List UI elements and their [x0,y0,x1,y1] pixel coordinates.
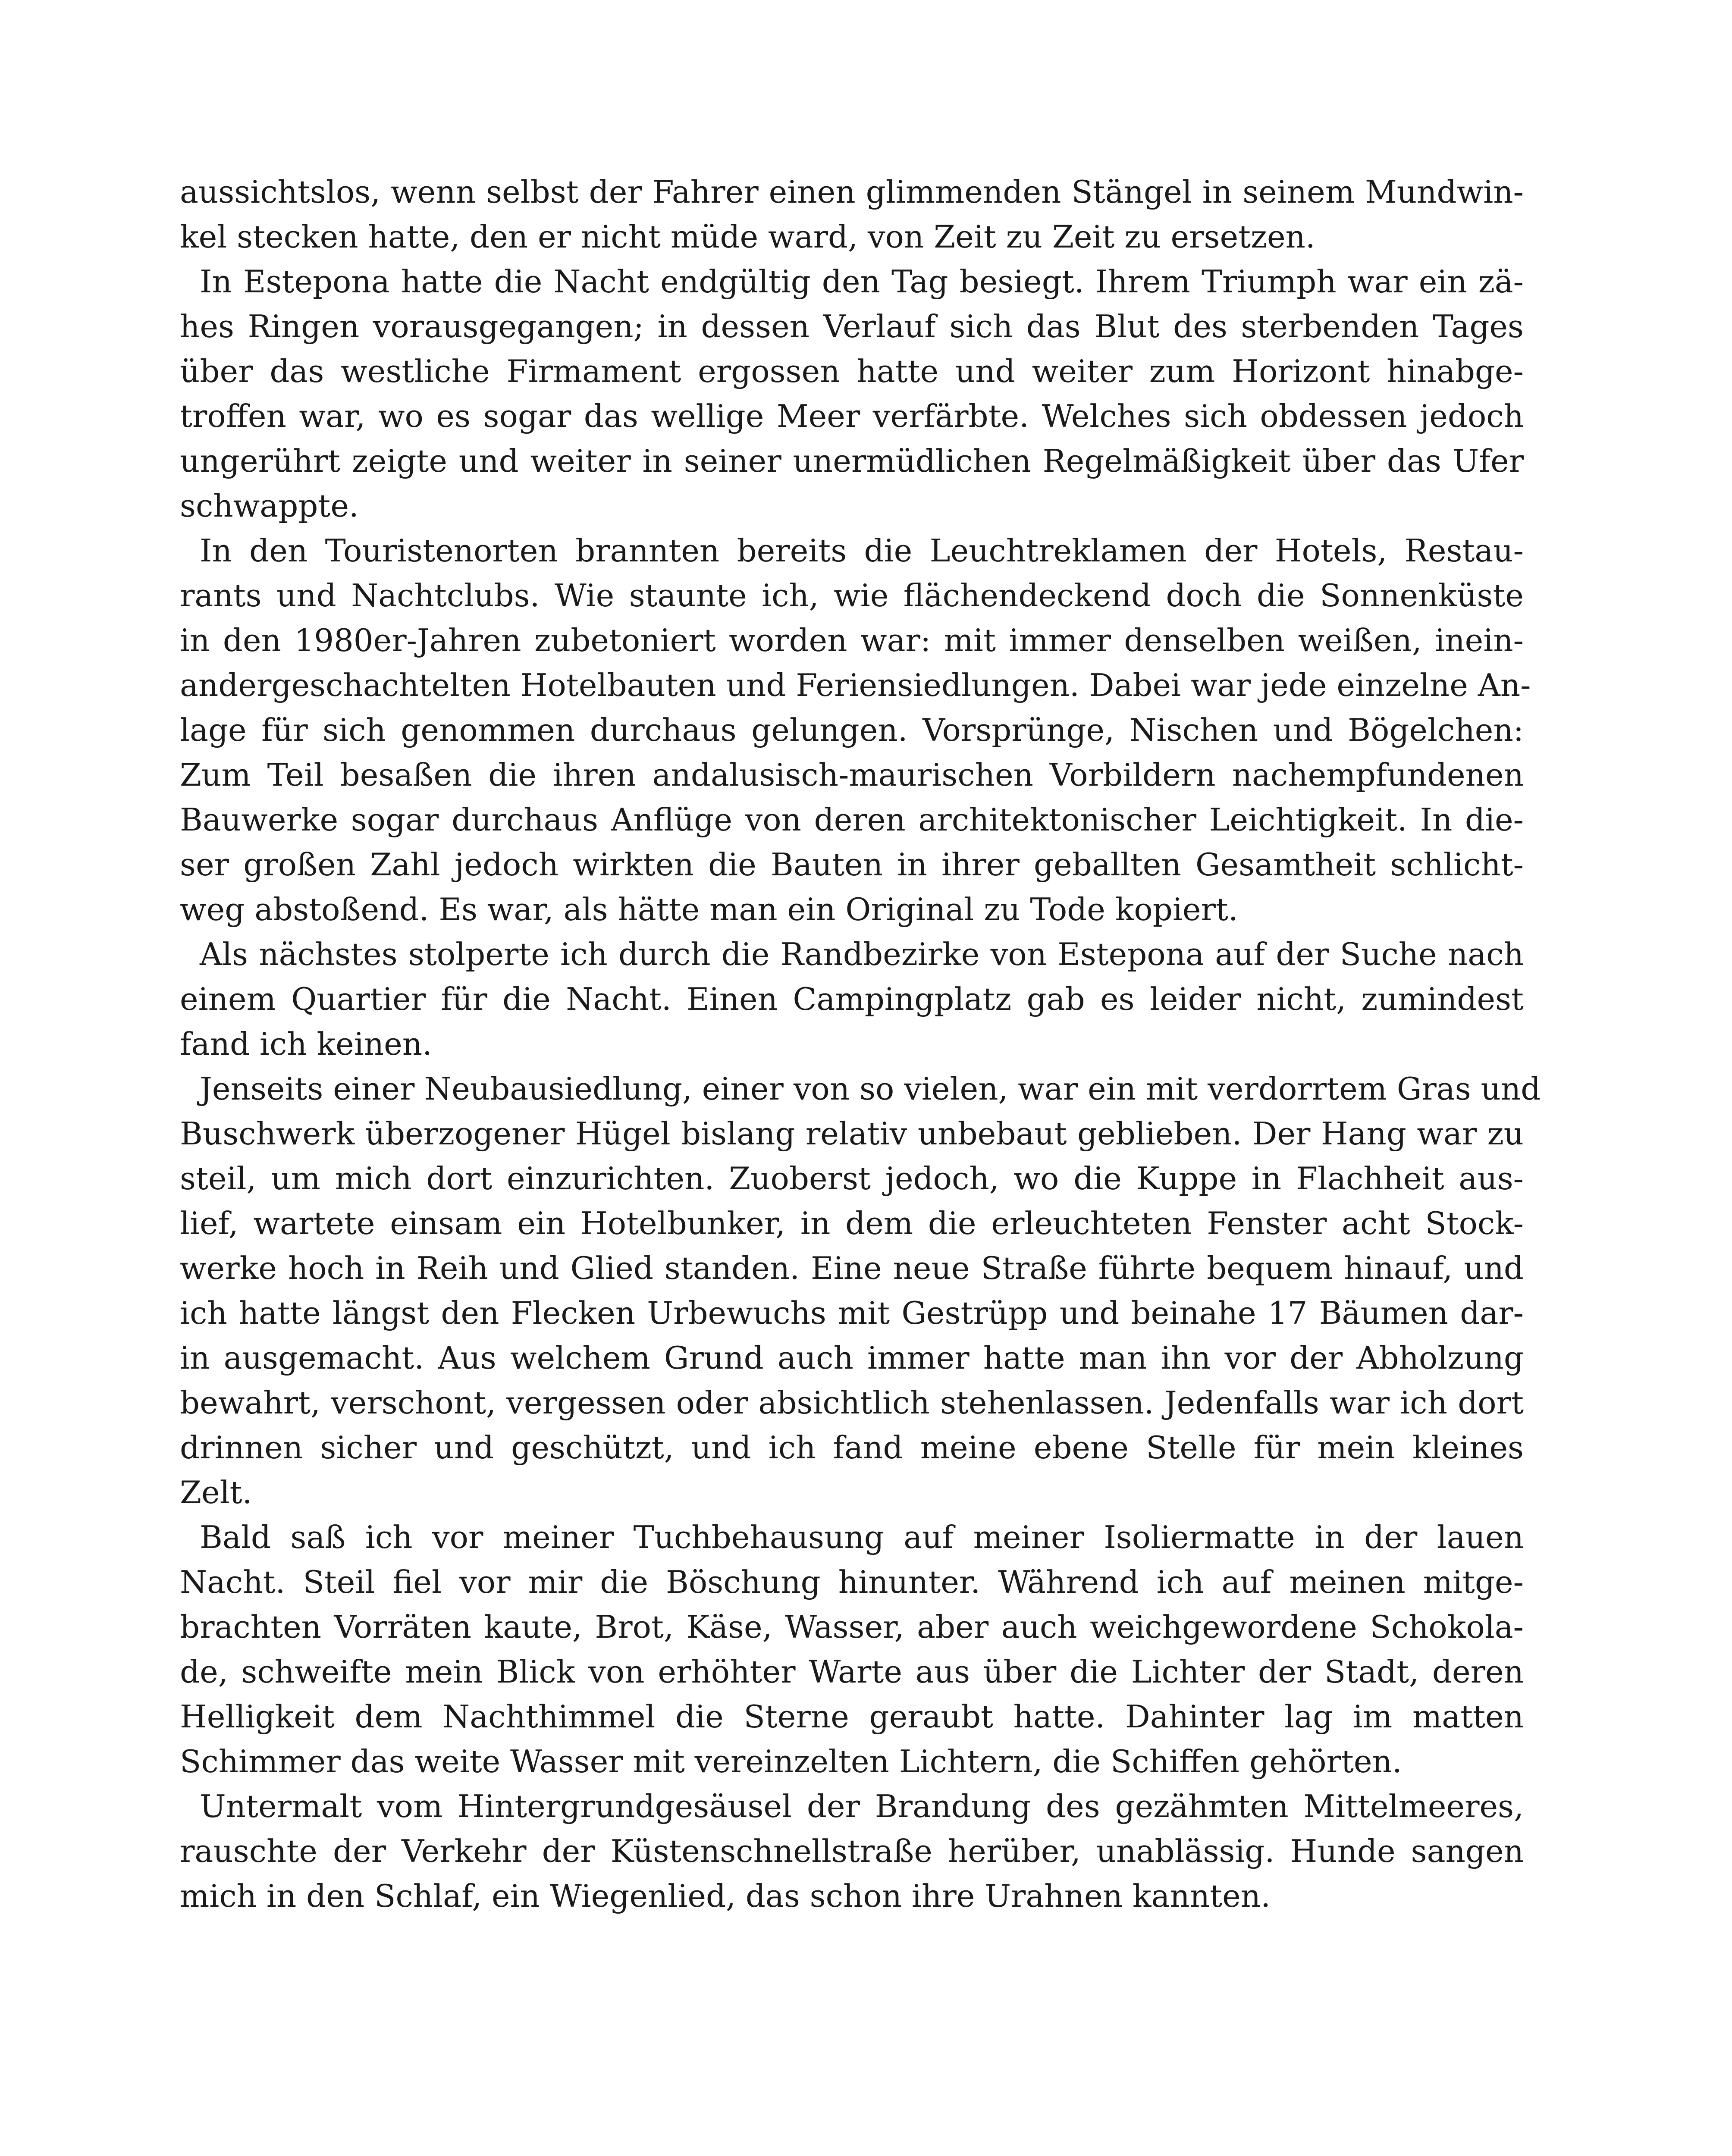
text-line: In den Touristenorten brannten bereits die Leuchtreklamen der Hotels, Restau- [200,533,1524,569]
text-line: ser großen Zahl jedoch wirkten die Bauten in ihrer geballten Gesamtheit schlicht- [180,846,1524,883]
text-line: Schimmer das weite Wasser mit vereinzelten Lichtern, die Schiffen gehörten. [180,1743,1402,1780]
text-line: In Estepona hatte die Nacht endgültig den Tag besiegt. Ihrem Triumph war ein zä- [200,263,1524,300]
text-line: weg abstoßend. Es war, als hätte man ein Original zu Tode kopiert. [180,891,1238,928]
text-line: de, schweifte mein Blick von erhöhter Warte aus über die Lichter der Stadt, deren [180,1654,1524,1690]
text-line: steil, um mich dort einzurichten. Zuoberst jedoch, wo die Kuppe in Flachheit aus- [180,1160,1524,1197]
text-line: drinnen sicher und geschützt, und ich fand meine ebene Stelle für mein kleines [180,1429,1524,1466]
text-line: schwappte. [180,488,359,524]
text-line: Bald saß ich vor meiner Tuchbehausung auf meiner Isoliermatte in der lauen [200,1519,1524,1555]
text-line: hes Ringen vorausgegangen; in dessen Verlauf sich das Blut des sterbenden Tages [180,308,1524,345]
text-line: über das westliche Firmament ergossen hatte und weiter zum Horizont hinabge- [180,353,1524,389]
paragraph [180,169,1524,259]
text-line: einem Quartier für die Nacht. Einen Campingplatz gab es leider nicht, zumindest [180,981,1524,1017]
text-line: Zum Teil besaßen die ihren andalusisch-maurischen Vorbildern nachempfundenen [180,757,1524,793]
text-line: Zelt. [180,1474,252,1510]
body-text [180,169,1541,1918]
text-line: Helligkeit dem Nachthimmel die Sterne geraubt hatte. Dahinter lag im matten [180,1698,1524,1735]
text-line: Buschwerk überzogener Hügel bislang relativ unbebaut geblieben. Der Hang war zu [180,1116,1524,1152]
text-line: Nacht. Steil fiel vor mir die Böschung hinunter. Während ich auf meinen mitge- [180,1564,1524,1600]
text-line: rauschte der Verkehr der Küstenschnellstraße herüber, unablässig. Hunde sangen [180,1833,1524,1869]
text-line: aussichtslos, wenn selbst der Fahrer einen glimmenden Stängel in seinem Mundwin- [180,174,1524,210]
paragraph [180,932,1524,1066]
paragraph [180,1515,1524,1784]
text-line: mich in den Schlaf, ein Wiegenlied, das schon ihre Urahnen kannten. [180,1878,1271,1914]
text-line: Als nächstes stolperte ich durch die Randbezirke von Estepona auf der Suche nach [200,936,1524,972]
text-line: fand ich keinen. [180,1026,433,1062]
paragraph [180,259,1524,528]
text-line: lage für sich genommen durchaus gelungen. Vorsprünge, Nischen und Bögelchen: [180,712,1524,748]
text-line: ungerührt zeigte und weiter in seiner unermüdlichen Regelmäßigkeit über das Ufer [180,443,1524,479]
text-line: Bauwerke sogar durchaus Anflüge von deren architektonischer Leichtigkeit. In die- [180,802,1524,838]
text-line: andergeschachtelten Hotelbauten und Feriensiedlungen. Dabei war jede einzelne An- [180,667,1531,703]
text-line: rants und Nachtclubs. Wie staunte ich, wie flächendeckend doch die Sonnenküste [180,577,1524,614]
text-line: werke hoch in Reih und Glied standen. Eine neue Straße führte bequem hinauf, und [180,1250,1524,1286]
paragraph [180,1784,1524,1918]
text-line: in den 1980er-Jahren zubetoniert worden war: mit immer denselben weißen, inein- [180,622,1524,658]
paragraph [180,1066,1541,1515]
paragraph [180,528,1531,932]
text-line: bewahrt, verschont, vergessen oder absichtlich stehenlassen. Jedenfalls war ich dort [180,1385,1524,1421]
text-line: ich hatte längst den Flecken Urbewuchs mit Gestrüpp und beinahe 17 Bäumen dar- [180,1295,1524,1331]
text-line: Jenseits einer Neubausiedlung, einer von so vielen, war ein mit verdorrtem Gras und [200,1071,1541,1107]
text-line: brachten Vorräten kaute, Brot, Käse, Wasser, aber auch weichgewordene Schokola- [180,1609,1524,1645]
text-line: Untermalt vom Hintergrundgesäusel der Brandung des gezähmten Mittelmeeres, [200,1788,1524,1824]
text-line: troffen war, wo es sogar das wellige Meer verfärbte. Welches sich obdessen jedoch [180,398,1524,434]
text-line: in ausgemacht. Aus welchem Grund auch immer hatte man ihn vor der Abholzung [180,1340,1524,1376]
text-line: kel stecken hatte, den er nicht müde ward, von Zeit zu Zeit zu ersetzen. [180,219,1315,255]
text-line: lief, wartete einsam ein Hotelbunker, in dem die erleuchteten Fenster acht Stock- [180,1205,1524,1241]
